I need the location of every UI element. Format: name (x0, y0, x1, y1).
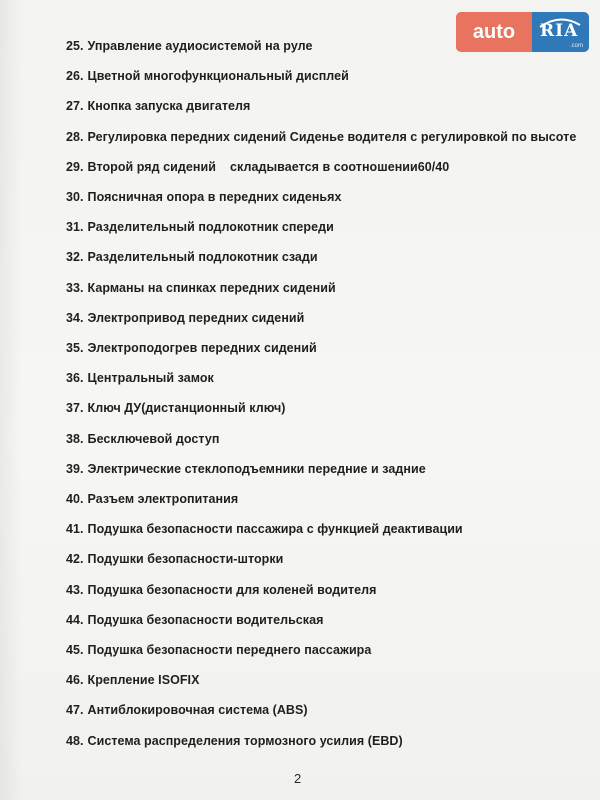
watermark-ria-text: RIA (540, 21, 579, 41)
list-item-label: Поясничная опора в передних сиденьях (87, 190, 342, 204)
list-item-label: Подушка безопасности переднего пассажира (87, 643, 372, 657)
list-item (66, 734, 403, 748)
page-number: 2 (294, 771, 302, 786)
list-item-label: Крепление ISOFIX (87, 673, 200, 688)
auto-ria-watermark-logo (456, 12, 589, 52)
list-item (66, 703, 308, 717)
list-item-number: 39. (66, 461, 84, 476)
list-item-number: 48. (66, 733, 84, 748)
list-item-number: 25. (66, 39, 84, 53)
list-item-number: 29. (66, 159, 84, 174)
list-item-label: Разделительный подлокотник сзади (87, 250, 318, 265)
list-item-number: 42. (66, 552, 84, 567)
list-item-number: 44. (66, 612, 84, 627)
list-item (66, 613, 323, 627)
list-item (66, 190, 342, 204)
list-item-number: 26. (66, 69, 84, 84)
list-item-label: Ключ ДУ(дистанционный ключ) (87, 401, 286, 416)
list-item (66, 401, 285, 415)
list-item-label: Второй ряд сидений складывается в соотношении60/40 (87, 159, 450, 174)
list-item-number: 46. (66, 673, 84, 688)
list-item-label: Разделительный подлокотник спереди (87, 220, 334, 235)
list-item-label: Управление аудиосистемой на руле (87, 39, 313, 53)
list-item (66, 552, 283, 566)
list-item-number: 28. (66, 129, 84, 144)
list-item (66, 492, 238, 506)
list-item-number: 30. (66, 190, 84, 204)
list-item-number: 47. (66, 703, 84, 718)
watermark-auto-text: auto (456, 12, 532, 52)
list-item (66, 371, 214, 385)
list-item-number: 35. (66, 341, 84, 355)
list-item-label: Разъем электропитания (87, 492, 239, 506)
list-item (66, 432, 220, 446)
watermark-ria-block (532, 12, 589, 52)
list-item (66, 39, 313, 53)
list-item (66, 160, 449, 174)
list-item (66, 250, 318, 264)
list-item (66, 673, 199, 687)
list-item (66, 522, 463, 536)
list-item-number: 41. (66, 522, 84, 537)
list-item-number: 40. (66, 492, 84, 506)
list-item (66, 583, 376, 597)
list-item-label: Система распределения тормозного усилия (EBD) (87, 733, 403, 748)
list-item-label: Электрические стеклоподъемники передние и задние (87, 461, 426, 476)
list-item-label: Бесключевой доступ (87, 431, 220, 446)
list-item-label: Подушки безопасности-шторки (87, 552, 284, 567)
list-item-label: Подушка безопасности пассажира с функцией деактивации (87, 522, 463, 537)
list-item (66, 311, 304, 325)
watermark-com-text: .com (569, 43, 583, 49)
list-item-label: Подушка безопасности для коленей водителя (87, 582, 377, 597)
list-item-label: Карманы на спинках передних сидений (87, 280, 336, 295)
list-item-number: 43. (66, 582, 84, 597)
page-edge-shadow (0, 0, 22, 800)
list-item-label: Цветной многофункциональный дисплей (87, 69, 349, 84)
list-item-number: 37. (66, 401, 84, 416)
list-item-label: Электропривод передних сидений (87, 310, 305, 325)
list-item (66, 643, 371, 657)
list-item-label: Электроподогрев передних сидений (87, 341, 317, 355)
list-item (66, 220, 334, 234)
list-item-number: 36. (66, 371, 84, 386)
list-item (66, 130, 576, 144)
list-item (66, 99, 250, 113)
list-item-label: Кнопка запуска двигателя (87, 99, 251, 114)
list-item-label: Регулировка передних сидений Сиденье водителя с регулировкой по высоте (87, 129, 577, 144)
list-item-number: 34. (66, 310, 84, 325)
list-item-number: 33. (66, 280, 84, 295)
list-item-number: 38. (66, 431, 84, 446)
list-item-label: Антиблокировочная система (ABS) (87, 703, 308, 718)
list-item-label: Центральный замок (87, 371, 214, 386)
list-item (66, 281, 336, 295)
list-item (66, 69, 349, 83)
list-item-number: 27. (66, 99, 84, 114)
list-item-number: 45. (66, 643, 84, 657)
list-item (66, 341, 317, 355)
list-item (66, 462, 426, 476)
list-item-number: 32. (66, 250, 84, 265)
list-item-label: Подушка безопасности водительская (87, 612, 324, 627)
list-item-number: 31. (66, 220, 84, 235)
